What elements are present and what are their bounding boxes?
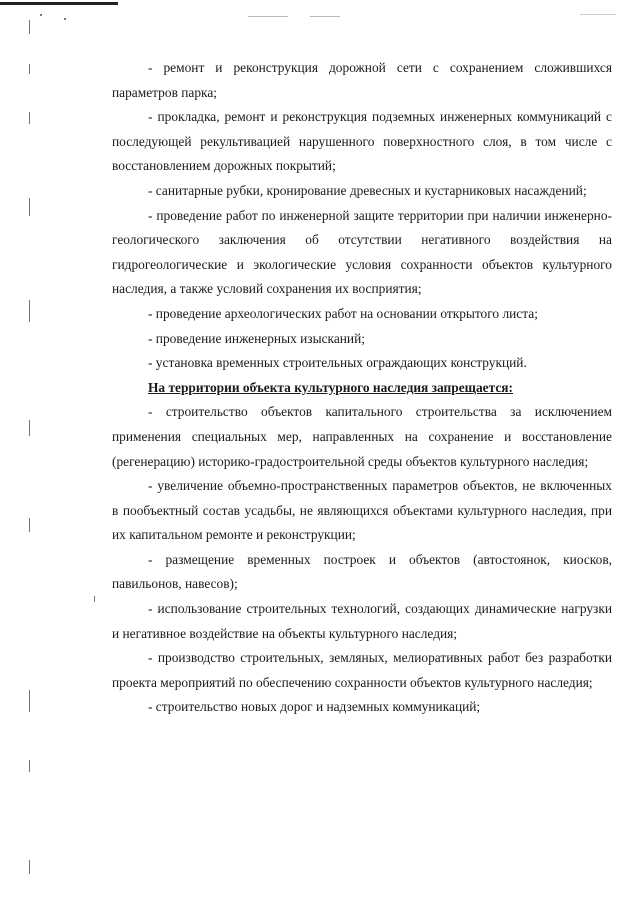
prohibited-item-1: - строительство объектов капитального строительства за исключением применения специальных мер, направленных на сохранение и восстановление (регенерацию) историко-градостроительной среды объектов культурного наследия; <box>112 404 612 469</box>
permitted-item-2: - прокладка, ремонт и реконструкция подземных инженерных коммуникаций с последующей рекультивацией нарушенного поверхностного слоя, в том числе с восстановлением дорожных покрытий; <box>112 109 612 174</box>
prohibited-item-5: - производство строительных, земляных, мелиоративных работ без разработки проекта мероприятий по обеспечению сохранности объектов культурного наследия; <box>112 650 612 690</box>
scan-artifact-left-margin <box>0 0 30 905</box>
permitted-item-5: - проведение археологических работ на основании открытого листа; <box>148 305 538 321</box>
prohibited-item-6: - строительство новых дорог и надземных коммуникаций; <box>148 699 481 715</box>
section-heading-prohibited: На территории объекта культурного наследия запрещается: <box>148 379 513 395</box>
prohibited-item-3: - размещение временных построек и объектов (автостоянок, киосков, павильонов, навесов); <box>112 551 612 592</box>
permitted-item-1: - ремонт и реконструкция дорожной сети с сохранением сложившихся параметров парка; <box>112 60 612 100</box>
scan-artifact-top-dashes-2 <box>310 16 340 17</box>
permitted-item-3: - санитарные рубки, кронирование древесных и кустарниковых насаждений; <box>148 182 587 198</box>
permitted-item-6: - проведение инженерных изысканий; <box>148 330 365 346</box>
prohibited-item-2: - увеличение объемно-пространственных параметров объектов, не включенных в пообъектный состав усадьбы, не являющихся объектами культурного наследия, при их капитальном ремонте и реконструкции; <box>112 478 612 543</box>
document-body <box>112 56 612 720</box>
prohibited-item-4: - использование строительных технологий, создающих динамические нагрузки и негативное воздействие на объекты культурного наследия; <box>112 601 612 641</box>
permitted-item-4: - проведение работ по инженерной защите территории при наличии инженерно-геологического заключения об отсутствии негативного воздействия на гидрогеологические и экологические условия сохранности объектов культурного наследия, а также условий сохранения их восприятия; <box>112 207 612 297</box>
permitted-item-7: - установка временных строительных ограждающих конструкций. <box>148 355 527 371</box>
scan-artifact-top-right-dashes <box>580 14 616 15</box>
scan-artifact-top-dashes <box>248 16 288 17</box>
